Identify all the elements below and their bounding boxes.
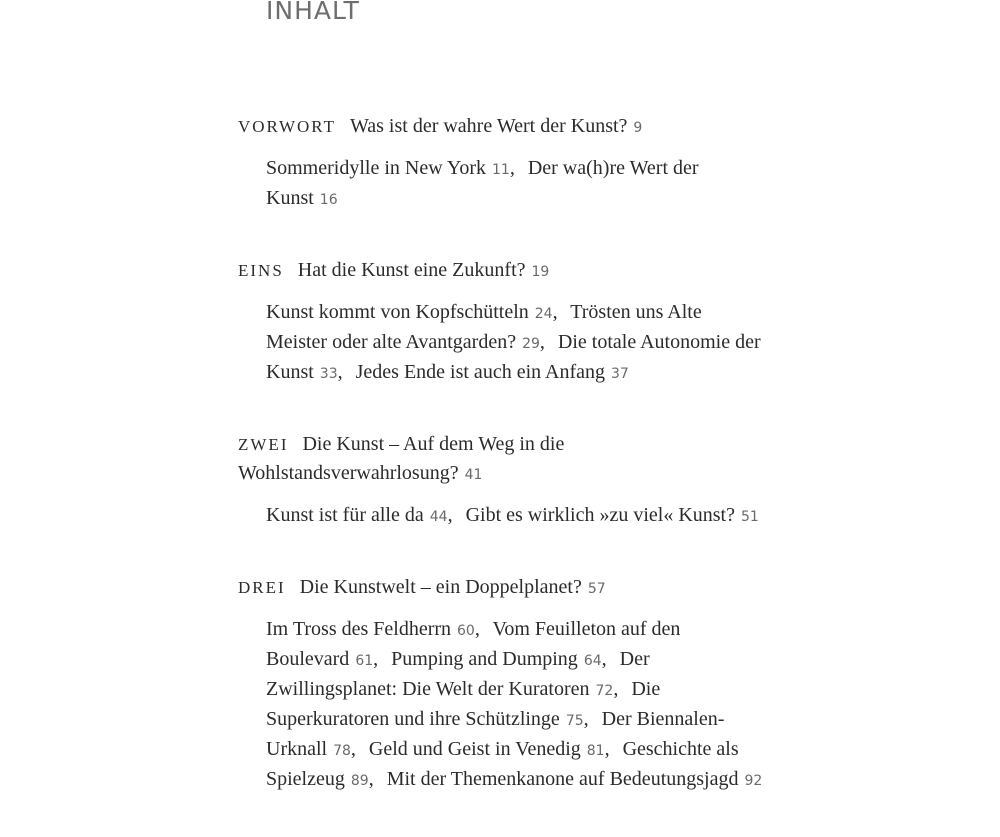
chapter-entry: [238, 573, 778, 795]
section-page-number: 64: [583, 653, 602, 669]
chapter-heading: [238, 112, 778, 143]
section-entry[interactable]: [356, 361, 629, 383]
section-entry[interactable]: [466, 504, 759, 526]
chapter-entry: [238, 256, 778, 388]
section-title: Jedes Ende ist auch ein Anfang: [355, 361, 605, 383]
separator: ,: [474, 618, 480, 640]
separator: ,: [539, 331, 545, 353]
section-title: Die Superkuratoren und ihre Schützlinge: [266, 678, 661, 730]
section-entry[interactable]: [266, 504, 448, 526]
section-page-number: 61: [355, 653, 374, 669]
section-page-number: 89: [350, 773, 369, 789]
section-title: Die totale Autonomie der Kunst: [266, 331, 761, 383]
section-title: Kunst ist für alle da: [266, 504, 424, 526]
section-title: Der Zwillingsplanet: Die Welt der Kuratoren: [266, 648, 650, 700]
section-title: Trösten uns Alte Meister oder alte Avantgarden?: [266, 301, 702, 353]
chapter-title[interactable]: Die Kunstwelt – ein Doppelplanet?: [299, 576, 582, 598]
section-entry[interactable]: [391, 648, 602, 670]
section-title: Im Tross des Feldherrn: [266, 618, 452, 640]
section-title: Mit der Themenkanone auf Bedeutungsjagd: [386, 768, 739, 790]
section-page-number: 75: [565, 713, 584, 729]
separator: ,: [613, 678, 619, 700]
section-entry[interactable]: [369, 738, 605, 760]
chapter-page-number: 19: [531, 264, 550, 280]
chapter-label: EINS: [238, 261, 284, 280]
section-title: Vom Feuilleton auf den Boulevard: [266, 618, 681, 670]
section-page-number: 81: [586, 743, 605, 759]
section-list: [266, 154, 766, 214]
chapter-title[interactable]: Hat die Kunst eine Zukunft?: [297, 259, 526, 281]
section-page-number: 51: [740, 509, 759, 525]
section-title: Sommeridylle in New York: [266, 157, 486, 179]
section-title: Geld und Geist in Venedig: [368, 738, 581, 760]
section-entry[interactable]: [266, 618, 475, 640]
separator: ,: [601, 648, 607, 670]
section-list: [266, 615, 766, 795]
chapter-title[interactable]: Die Kunst – Auf dem Weg in die Wohlstandsverwahrlosung?: [238, 433, 565, 484]
section-page-number: 29: [522, 336, 540, 352]
separator: ,: [373, 648, 379, 670]
section-page-number: 16: [319, 192, 338, 208]
table-of-contents: [238, 112, 778, 837]
separator: ,: [337, 361, 343, 383]
section-entry[interactable]: [266, 157, 510, 179]
chapter-heading: [238, 256, 778, 287]
section-entry[interactable]: [266, 301, 553, 323]
separator: ,: [447, 504, 453, 526]
section-title: Der wa(h)re Wert der Kunst: [266, 157, 699, 209]
page-title: INHALT: [266, 0, 360, 25]
separator: ,: [552, 301, 558, 323]
separator: ,: [509, 157, 515, 179]
chapter-label: DREI: [238, 578, 286, 597]
section-title: Kunst kommt von Kopfschütteln: [266, 301, 529, 323]
section-list: [266, 298, 766, 388]
chapter-heading: [238, 430, 778, 490]
separator: ,: [350, 738, 356, 760]
section-page-number: 24: [534, 306, 553, 322]
section-list: [266, 501, 766, 531]
section-page-number: 44: [429, 509, 448, 525]
chapter-heading: [238, 573, 778, 604]
section-title: Der Biennalen-Urknall: [266, 708, 725, 760]
section-title: Geschichte als Spielzeug: [266, 738, 739, 790]
section-title: Gibt es wirklich »zu viel« Kunst?: [465, 504, 735, 526]
section-page-number: 78: [333, 743, 351, 759]
chapter-page-number: 41: [464, 467, 483, 483]
chapter-page-number: 57: [587, 581, 606, 597]
chapter-label: ZWEI: [238, 435, 289, 454]
section-title: Pumping and Dumping: [391, 648, 578, 670]
separator: ,: [583, 708, 589, 730]
section-page-number: 92: [744, 773, 763, 789]
chapter-entry: [238, 430, 778, 531]
section-page-number: 72: [595, 683, 614, 699]
chapter-title[interactable]: Was ist der wahre Wert der Kunst?: [349, 115, 628, 137]
separator: ,: [604, 738, 610, 760]
chapter-label: VORWORT: [238, 117, 336, 136]
section-page-number: 60: [457, 623, 475, 639]
section-page-number: 37: [611, 366, 629, 382]
chapter-entry: [238, 112, 778, 214]
chapter-page-number: 9: [633, 120, 643, 136]
section-page-number: 33: [319, 366, 338, 382]
section-page-number: 11: [492, 162, 510, 178]
separator: ,: [368, 768, 374, 790]
section-entry[interactable]: [387, 768, 763, 790]
